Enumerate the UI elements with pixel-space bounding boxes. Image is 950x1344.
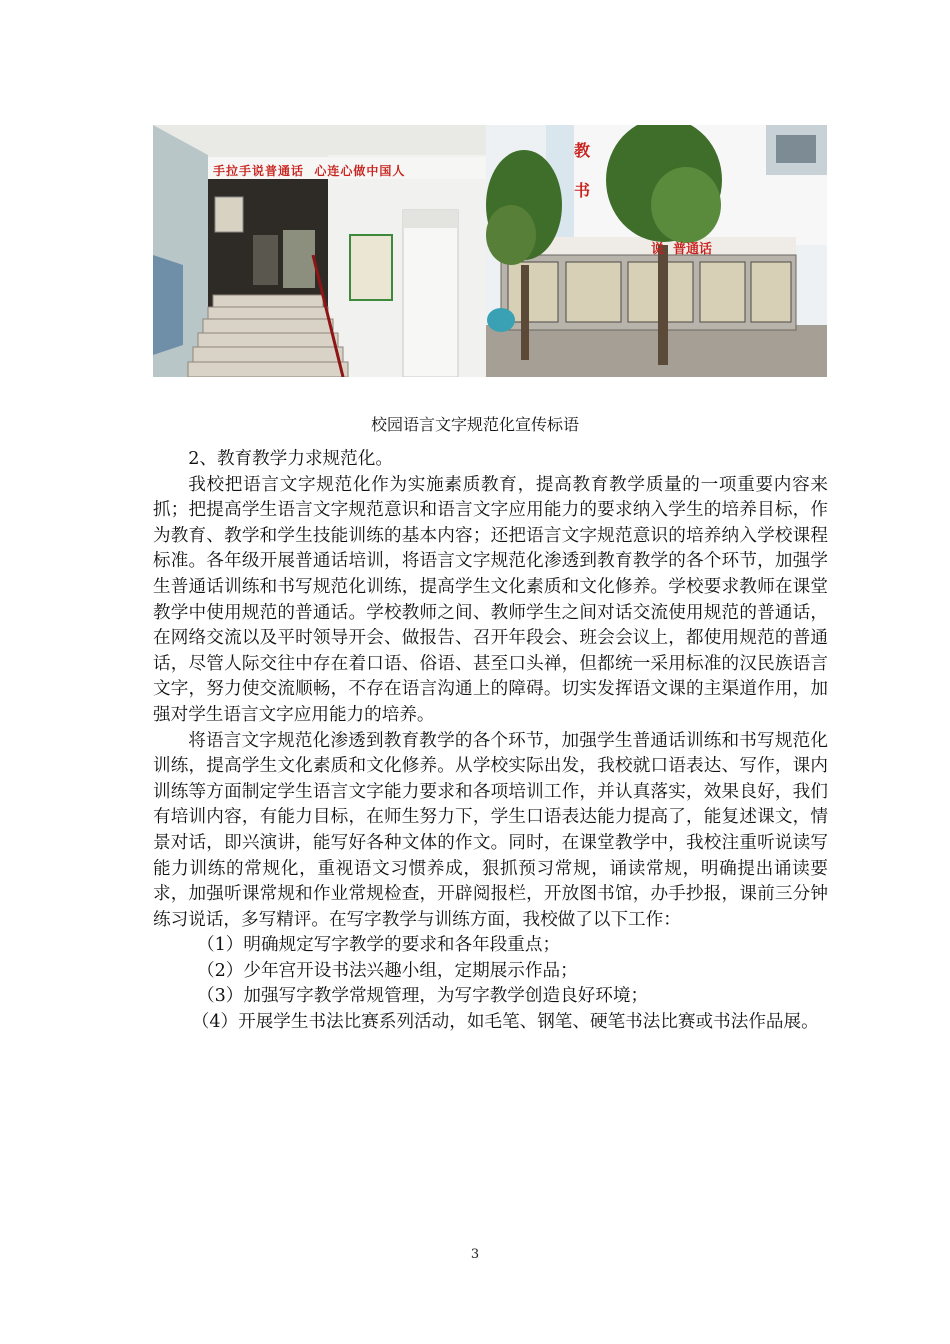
building-sign-char-1: 教 [574, 141, 591, 160]
building-sign [574, 131, 594, 211]
section-heading: 2、教育教学力求规范化。 [188, 449, 393, 469]
list-item: （2）少年宫开设书法兴趣小组，定期展示作品； [197, 960, 578, 981]
board-slogan: 说 普通话 [651, 242, 713, 257]
list-item: （4）开展学生书法比赛系列活动，如毛笔、钢笔、硬笔书法比赛或书法作品展。 [191, 1012, 819, 1033]
building-sign-char-2: 书 [574, 181, 591, 200]
slogan-banner: 手拉手说普通话 心连心做中国人 [213, 164, 406, 178]
photo-caption: 校园语言文字规范化宣传标语 [370, 415, 579, 434]
paragraph: 我校把语言文字规范化作为实施素质教育，提高教育教学质量的一项重要内容来抓；把提高学生语言文字规范意识和语言文字应用能力的要求纳入学生的培养目标，作为教育、教学和学生技能训练的基本内容；还把语言文字规范意识的培养纳入学校课程标准。各年级开展普通话培训，将语言文字规范化渗透到教育教学的各个环节，加强学生普通话训练和书写规范化训练，提高学生文化素质和文化修养。学校要求教师在课堂教学中使用规范的普通话。学校教师之间、教师学生之间对话交流使用规范的普通话，在网络交流以及平时领导开会、做报告、召开年段会、班会会议上，都使用规范的普通话，尽管人际交往中存在着口语、俗语、甚至口头禅，但都统一采用标准的汉民族语言文字，努力使交流顺畅，不存在语言沟通上的障碍。切实发挥语文课的主渠道作用，加强对学生语言文字应用能力的培养。 [153, 474, 828, 725]
list-item: （3）加强写字教学常规管理，为写字教学创造良好环境； [197, 986, 649, 1007]
photo-row [153, 125, 827, 377]
list-item: （1）明确规定写字教学的要求和各年段重点； [197, 935, 561, 956]
body-text [153, 447, 828, 1036]
page-number: 3 [470, 1247, 480, 1262]
paragraph: 将语言文字规范化渗透到教育教学的各个环节，加强学生普通话训练和书写规范化训练，提高学生文化素质和文化修养。从学校实际出发，我校就口语表达、写作，课内训练等方面制定学生语言文字能力要求和各项培训工作，并认真落实，效果良好，我们有培训内容，有能力目标，在师生努力下，学生口语表达能力提高了，能复述课文，情景对话，即兴演讲，能写好各种文体的作文。同时，在课堂教学中，我校注重听说读写能力训练的常规化，重视语文习惯养成，狠抓预习常规，诵读常规，明确提出诵读要求，加强听课常规和作业常规检查，开辟阅报栏，开放图书馆，办手抄报，课前三分钟练习说话，多写精评。在写字教学与训练方面，我校做了以下工作： [153, 730, 828, 930]
bulletin-board-photo [486, 125, 827, 377]
stairwell-photo [153, 125, 486, 377]
